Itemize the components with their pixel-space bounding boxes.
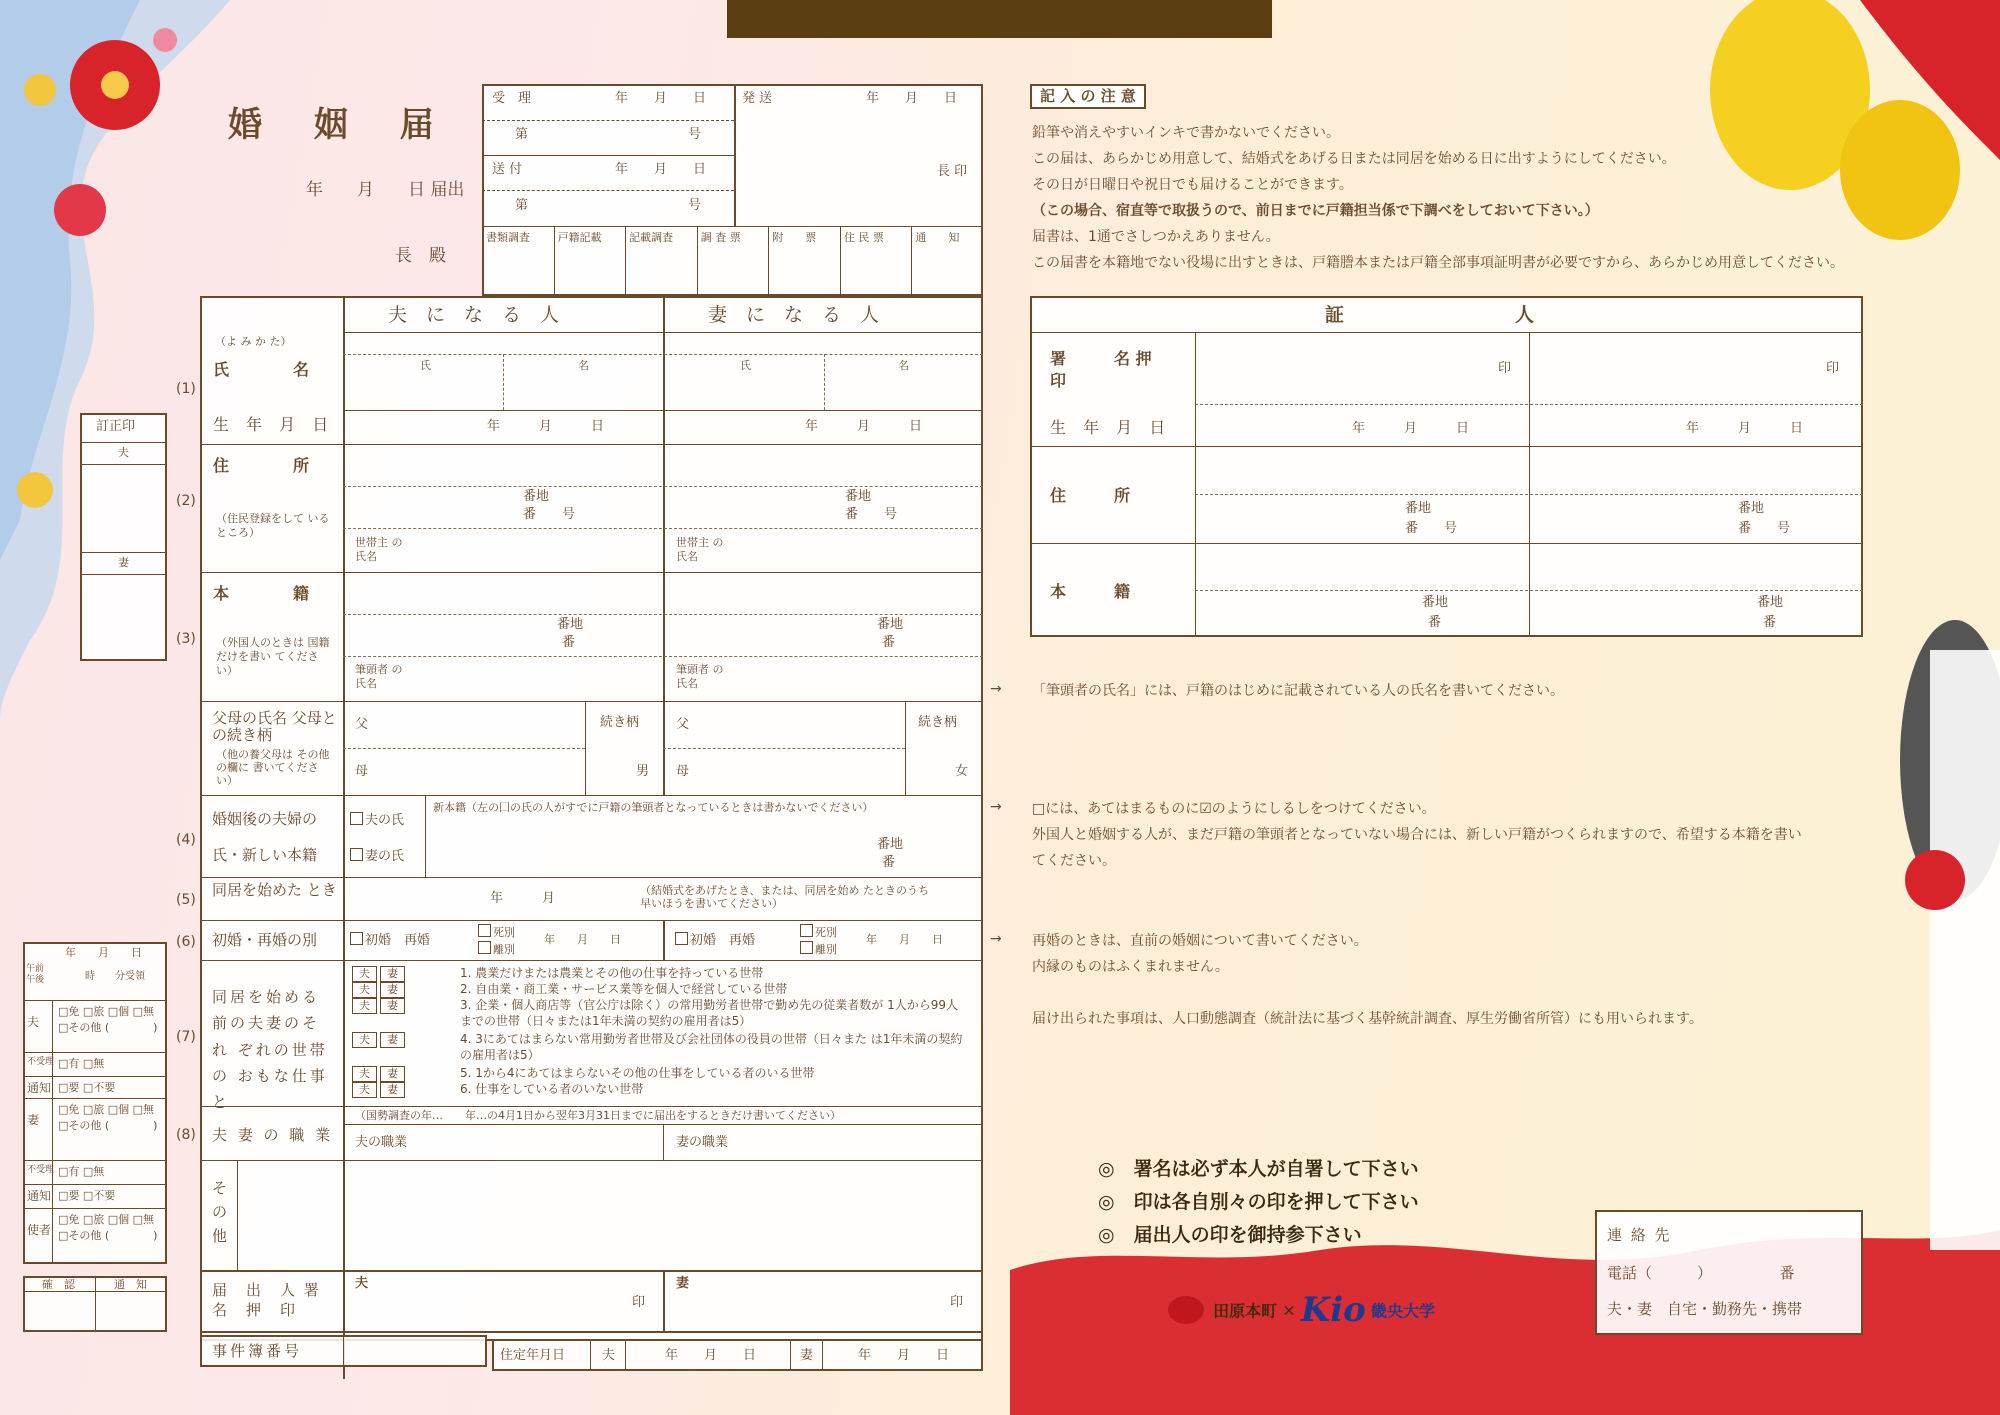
slip-divider (23, 1098, 167, 1099)
mother-h: 母 (355, 764, 369, 779)
death-div-w[interactable]: 死別 離別 (800, 924, 837, 958)
office-check-0: 書類調査 (486, 231, 530, 244)
slip-value[interactable]: □有 □無 (58, 1165, 105, 1178)
tag-wife[interactable]: 妻 (380, 1082, 405, 1098)
note-line: この届は、あらかじめ用意して、結婚式をあげる日または同居を始める日に出すようにしてください。 (1032, 151, 1676, 167)
slip-divider (23, 1208, 167, 1209)
birth-w: 年 月 日 (805, 419, 923, 434)
receipt-label: 受 理 (492, 91, 532, 106)
witness-banchi-2: 番地 (1738, 501, 1765, 516)
tag-wife[interactable]: 妻 (380, 1032, 405, 1048)
form-title: 婚 姻 届 (228, 105, 454, 145)
town-emblem-icon (1168, 1296, 1204, 1324)
witness-h-banchi-2: 番地 (1757, 595, 1784, 610)
slip-value[interactable]: □免 □旅 □個 □無 □その他 ( ) (58, 1213, 158, 1242)
mother-w: 母 (676, 764, 690, 779)
work-item-text: 6. 仕事をしている者のいない世帯 (460, 1082, 644, 1096)
reminders (1098, 1160, 1419, 1259)
slip-key: 夫 (27, 1015, 40, 1029)
reminder: ◎ 届出人の印を御持参下さい (1098, 1224, 1362, 1246)
slip-notify: 通 知 (114, 1278, 147, 1291)
office-check-6: 通 知 (915, 231, 960, 244)
honseki-ban-h: 番 (562, 635, 576, 650)
wife-header: 妻 に な る 人 (708, 304, 880, 326)
side-note-3b: 内縁のものはふくまれません。 (1032, 959, 1229, 975)
slip-key: 使者 (27, 1223, 52, 1237)
town-name: 田原本町 (1213, 1301, 1278, 1321)
office-check-1: 戸籍記載 (557, 231, 602, 244)
slip-key: 不受理 (27, 1165, 55, 1175)
birth-h: 年 月 日 (487, 419, 605, 434)
banchi-h: 番地 (523, 489, 550, 504)
signer-wife: 妻 (676, 1276, 690, 1291)
slip-divider (23, 1184, 167, 1185)
office-check-3: 調 査 票 (700, 231, 741, 244)
work-tags[interactable] (352, 982, 408, 998)
work-item-text: 3. 企業・個人商店等（官公庁は除く）の常用勤労者世帯で勤め先の従業者数が 1人から99人までの世帯（日々または1年未満の契約の雇用者は5） (460, 998, 958, 1028)
office-check-divider (554, 226, 555, 296)
office-check-divider (840, 226, 841, 296)
work-tags[interactable] (352, 1032, 408, 1048)
work-item-text: 5. 1から4にあてはまらないその他の仕事をしている者のいる世帯 (460, 1066, 815, 1080)
slip-time: 時 分受領 (85, 971, 145, 982)
honseki-note: （外国人のときは 国籍だけを書い てください） (216, 636, 330, 677)
work-tags[interactable] (352, 1066, 408, 1082)
note-line: 届書は、1通でさしつかえありません。 (1032, 229, 1280, 245)
send-no-a: 第 (515, 198, 529, 213)
section-number: (6) (176, 934, 196, 950)
office-check-4: 附 票 (772, 231, 817, 244)
first-re-date-h: 年 月 日 (544, 933, 621, 946)
office-check-5: 住 民 票 (843, 231, 884, 244)
dispatch-label: 発 送 (742, 91, 773, 106)
witness-birth-1: 年 月 日 (1352, 421, 1470, 436)
receipt-date: 年 月 日 (615, 91, 707, 106)
contact-title: 連 絡 先 (1607, 1226, 1672, 1244)
witness-honseki: 本 籍 (1050, 582, 1131, 601)
honseki-banchi-h: 番地 (557, 617, 584, 632)
kio-logo: Kio (1300, 1290, 1366, 1330)
surname-h: 氏 (420, 359, 431, 372)
first-re-h[interactable]: 初婚 再婚 (350, 932, 430, 947)
section-number: (2) (176, 493, 196, 509)
address-label: 住 所 (213, 456, 310, 475)
contact-who: 夫・妻 自宅・勤務先・携帯 (1607, 1300, 1803, 1318)
correction-husband: 夫 (118, 446, 129, 459)
cohab-title: 同居を始めた とき (212, 881, 337, 899)
slip-value[interactable]: □有 □無 (58, 1057, 105, 1070)
given-w: 名 (898, 359, 909, 372)
relation-w: 続き柄 (918, 715, 958, 730)
witness-seal-2: 印 (1826, 361, 1840, 376)
note-line: その日が日曜日や祝日でも届けることができます。 (1032, 177, 1353, 193)
tag-husband[interactable]: 夫 (352, 966, 377, 982)
household-w: 世帯主 の氏名 (676, 536, 724, 564)
send-date: 年 月 日 (615, 162, 707, 177)
parents-title: 父母の氏名 父母との続き柄 (212, 709, 337, 745)
household-h: 世帯主 の氏名 (355, 536, 403, 564)
contact-phone: 電話（ ） 番 (1607, 1264, 1795, 1282)
seal-h: 印 (632, 1295, 646, 1310)
parents-note: （他の養父母は その他の欄に 書いてください） (216, 748, 330, 788)
section-number: (7) (176, 1029, 196, 1045)
witness-bango-2: 番 号 (1738, 521, 1791, 536)
banchi-w: 番地 (845, 489, 872, 504)
logo-times: × (1282, 1300, 1296, 1320)
arrow-1: → (990, 681, 1002, 697)
new-banchi: 番地 (877, 837, 904, 852)
tag-husband[interactable]: 夫 (352, 982, 377, 998)
new-surname-b: 氏・新しい本籍 (212, 846, 318, 864)
hittousha-w: 筆頭者 の氏名 (676, 663, 724, 691)
correction-title: 訂正印 (96, 419, 136, 434)
correction-wife: 妻 (118, 556, 129, 569)
tag-husband[interactable]: 夫 (352, 1032, 377, 1048)
honseki-banchi-w: 番地 (877, 617, 904, 632)
birth-label: 生 年 月 日 (213, 415, 335, 434)
office-check-2: 記載調査 (629, 231, 674, 244)
witness-title: 証 人 (1325, 304, 1535, 326)
dispatch-date: 年 月 日 (866, 91, 958, 106)
wife-job: 妻の職業 (676, 1135, 729, 1150)
top-banner (727, 0, 1272, 38)
slip-value[interactable]: □要 □不要 (58, 1189, 116, 1202)
side-note-3a: 再婚のときは、直前の婚姻について書いてください。 (1032, 933, 1368, 949)
husband-surname-check[interactable]: 夫の氏 (350, 812, 404, 827)
univ-name: 畿央大学 (1370, 1301, 1435, 1321)
new-surname-a: 婚姻後の夫婦の (212, 810, 318, 828)
office-check-divider (697, 226, 698, 296)
section-number: (3) (176, 631, 196, 647)
receipt-no-a: 第 (515, 127, 529, 142)
witness-birth: 生 年 月 日 (1050, 418, 1172, 437)
witness-seal-1: 印 (1498, 361, 1512, 376)
case-no-label: 事件簿番号 (212, 1342, 303, 1360)
relation-h: 続き柄 (600, 715, 640, 730)
father-h: 父 (355, 717, 369, 732)
note-line: （この場合、宿直等で取扱うので、前日までに戸籍担当係で下調べをしておいて下さい。） (1032, 203, 1599, 219)
slip-ampm: 午前 午後 (26, 964, 45, 985)
note-line: 鉛筆や消えやすいインキで書かないでください。 (1032, 125, 1340, 141)
arrow-3: → (990, 931, 1002, 947)
slip-key: 不受理 (27, 1057, 55, 1067)
father-w: 父 (676, 717, 690, 732)
witness-sign: 署 名 押 印 (1050, 349, 1200, 391)
residence-w-date: 年 月 日 (858, 1348, 950, 1363)
other-label: そ の 他 (212, 1179, 228, 1245)
work-item-text: 2. 自由業・商工業・サービス業等を個人で経営している世帯 (460, 982, 788, 996)
tag-wife[interactable]: 妻 (380, 998, 405, 1014)
male: 男 (636, 764, 650, 779)
husband-header: 夫 に な る 人 (388, 304, 560, 326)
occupation-title: 夫 妻 の 職 業 (212, 1126, 334, 1144)
notes-title: 記 入 の 注 意 (1030, 84, 1146, 109)
first-re-label: 初婚・再婚の別 (212, 931, 318, 949)
yomikata: （よ み か た） (215, 335, 292, 348)
arrow-2: → (990, 799, 1002, 815)
send-no-b: 号 (688, 198, 702, 213)
work-item-text: 4. 3にあてはまらない常用勤労者世帯及び会社団体の役員の世帯（日々また は1年未満の契約の雇用者は5） (460, 1032, 963, 1062)
witness-bango-1: 番 号 (1405, 521, 1458, 536)
note-line: この届書を本籍地でない役場に出すときは、戸籍謄本または戸籍全部事項証明書が必要ですから、あらかじめ用意してください。 (1032, 255, 1844, 271)
residence-label: 住定年月日 (500, 1348, 566, 1363)
slip-value[interactable]: □免 □旅 □個 □無 □その他 ( ) (58, 1005, 158, 1034)
side-note-4: 届け出られた事項は、人口動態調査（統計法に基づく基幹統計調査、厚生労働省所管）にも用いられます。 (1032, 1011, 1703, 1027)
residence-wife: 妻 (800, 1348, 814, 1363)
husband-job: 夫の職業 (355, 1135, 408, 1150)
address-note: （住民登録をして いるところ） (216, 512, 330, 539)
census-note: （国勢調査の年… 年…の4月1日から翌年3月31日までに届出をするときだけ書いてください） (355, 1109, 841, 1122)
work-item-text: 1. 農業だけまたは農業とその他の仕事を持っている世帯 (460, 966, 764, 980)
side-note-2b: 外国人と婚姻する人が、まだ戸籍の筆頭者となっていない場合には、新しい戸籍がつくられますので、希望する本籍を書い (1032, 827, 1802, 843)
cohab-ym: 年 月 (490, 891, 556, 906)
slip-divider (23, 1160, 167, 1161)
bango-h: 番 号 (523, 507, 576, 522)
office-check-divider (768, 226, 769, 296)
section-number: (4) (176, 832, 196, 848)
receipt-no-b: 号 (688, 127, 702, 142)
slip-confirm: 確 認 (42, 1278, 75, 1291)
logo-area (1168, 1290, 1435, 1330)
cohab-note: （結婚式をあげたとき、または、同居を始め たときのうち早いほうを書いてください） (640, 884, 930, 911)
witness-address: 住 所 (1050, 486, 1131, 505)
section-number: (5) (176, 892, 196, 908)
honseki-label: 本 籍 (213, 584, 310, 603)
submit-date: 年 月 日 届出 (306, 180, 465, 200)
work-tags[interactable] (352, 966, 408, 982)
new-ban: 番 (882, 855, 896, 870)
slip-value[interactable]: □要 □不要 (58, 1081, 116, 1094)
tag-husband[interactable]: 夫 (352, 1082, 377, 1098)
wife-surname-check[interactable]: 妻の氏 (350, 848, 404, 863)
section-number: (8) (176, 1127, 196, 1143)
slip-head: 年 月 日 (65, 946, 142, 959)
office-check-divider (911, 226, 912, 296)
reminder: ◎ 署名は必ず本人が自署して下さい (1098, 1158, 1419, 1180)
section-number: (1) (176, 381, 196, 397)
hittousha-h: 筆頭者 の氏名 (355, 663, 403, 691)
new-honseki: 新本籍（左の囗の氏の人がすでに戸籍の筆頭者となっているときは書かないでください） (433, 801, 874, 814)
bango-w: 番 号 (845, 507, 898, 522)
tag-wife[interactable]: 妻 (380, 966, 405, 982)
work-tags[interactable] (352, 1082, 408, 1098)
work-title: 同居を始める 前の夫妻のそれ ぞれの世帯の おもな仕事と (212, 988, 328, 1111)
first-re-w[interactable]: 初婚 再婚 (675, 932, 755, 947)
slip-key: 通知 (27, 1189, 52, 1203)
notes-list (1032, 126, 1982, 282)
slip-divider (23, 1076, 167, 1077)
send-label: 送 付 (492, 162, 523, 177)
slip-key: 通知 (27, 1081, 52, 1095)
witness-h-ban-1: 番 (1428, 615, 1442, 630)
office-check-divider (625, 226, 626, 296)
tag-husband[interactable]: 夫 (352, 998, 377, 1014)
seal-w: 印 (950, 1295, 964, 1310)
death-div-h[interactable]: 死別 離別 (478, 924, 515, 958)
main-form (200, 296, 983, 1341)
side-note-2a: □には、あてはまるものに☑のようにしるしをつけてください。 (1032, 801, 1436, 817)
first-re-date-w: 年 月 日 (866, 933, 943, 946)
surname-w: 氏 (740, 359, 751, 372)
work-tags[interactable] (352, 998, 408, 1014)
chief-seal: 長 印 (937, 164, 968, 179)
slip-divider (23, 1000, 167, 1001)
female: 女 (955, 764, 969, 779)
addressee: 長 殿 (395, 246, 446, 266)
residence-h-date: 年 月 日 (665, 1348, 757, 1363)
slip-key: 妻 (27, 1113, 40, 1127)
witness-h-ban-2: 番 (1763, 615, 1777, 630)
slip-value[interactable]: □免 □旅 □個 □無 □その他 ( ) (58, 1103, 158, 1132)
witness-banchi-1: 番地 (1405, 501, 1432, 516)
tag-wife[interactable]: 妻 (380, 982, 405, 998)
slip-vdivider (52, 1000, 53, 1264)
side-note-1: 「筆頭者の氏名」には、戸籍のはじめに記載されている人の氏名を書いてください。 (1032, 683, 1564, 699)
side-note-2c: てください。 (1032, 853, 1116, 869)
given-h: 名 (578, 359, 589, 372)
residence-husband: 夫 (602, 1348, 616, 1363)
signer-label: 届 出 人 署 名 押 印 (212, 1281, 338, 1319)
tag-wife[interactable]: 妻 (380, 1066, 405, 1082)
slip-divider (23, 1052, 167, 1053)
witness-birth-2: 年 月 日 (1686, 421, 1804, 436)
signer-husband: 夫 (355, 1276, 369, 1291)
tag-husband[interactable]: 夫 (352, 1066, 377, 1082)
name-label: 氏 名 (213, 360, 310, 379)
reminder: ◎ 印は各自別々の印を押して下さい (1098, 1191, 1419, 1213)
witness-h-banchi-1: 番地 (1422, 595, 1449, 610)
honseki-ban-w: 番 (882, 635, 896, 650)
